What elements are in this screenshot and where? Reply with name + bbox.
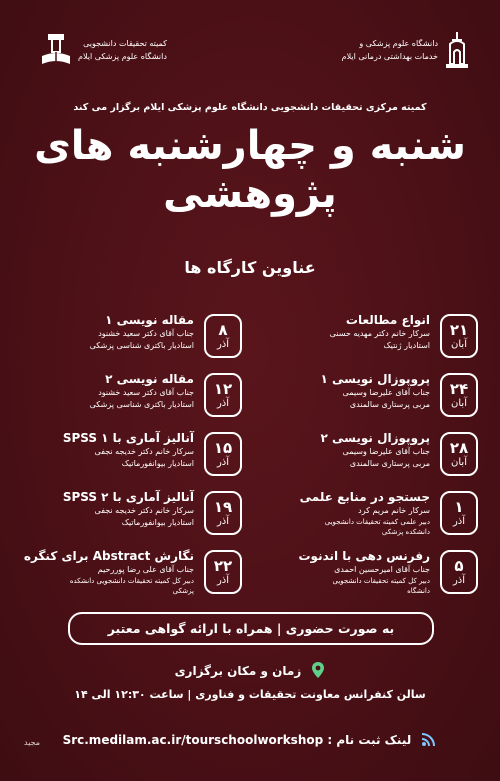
university-name-line2: خدمات بهداشتی درمانی ایلام — [341, 52, 438, 61]
committee-name-line2: دانشگاه علوم پزشکی ایلام — [78, 52, 167, 61]
date-badge — [440, 373, 478, 417]
workshop-title: مقاله نویسی ۲ — [105, 372, 194, 386]
instructor-affiliation: پزشکی — [172, 587, 194, 595]
workshop-item — [258, 548, 478, 607]
instructor-name: جناب آقای دکتر سعید خشنود — [98, 329, 194, 338]
instructor-role: استادیار باکتری شناسی پزشکی — [89, 341, 194, 350]
workshop-item — [22, 430, 242, 489]
date-month: آبان — [451, 397, 467, 409]
committee-logo — [40, 30, 167, 70]
workshop-title: پروپوزال نویسی ۱ — [320, 372, 430, 386]
workshop-item — [22, 371, 242, 430]
instructor-role: مربی پرستاری سالمندی — [349, 459, 430, 468]
workshop-title: نگارش Abstract برای کنگره — [23, 549, 194, 563]
workshop-item — [258, 312, 478, 371]
workshop-item — [258, 430, 478, 489]
university-logo — [342, 30, 470, 70]
workshop-item — [22, 548, 242, 607]
title-line-1: شنبه و چهارشنبه های — [34, 123, 466, 169]
university-emblem-icon — [444, 30, 470, 70]
date-badge — [204, 491, 242, 535]
date-day: ۵ — [454, 556, 464, 575]
university-name-line1: دانشگاه علوم پزشکی و — [359, 39, 438, 48]
date-month: آذر — [216, 338, 230, 350]
instructor-name: سرکار خانم دکتر خدیجه نجفی — [94, 506, 194, 515]
date-day: ۱۲ — [213, 379, 233, 398]
date-month: آذر — [452, 515, 466, 527]
date-month: آبان — [451, 338, 467, 350]
venue-details: سالن کنفرانس معاونت تحقیقات و فناوری | ساعت ۱۲:۳۰ الی ۱۴ — [74, 688, 426, 701]
date-day: ۲۲ — [213, 556, 233, 575]
workshop-title: پروپوزال نویسی ۲ — [320, 431, 430, 445]
date-badge — [440, 491, 478, 535]
date-day: ۲۱ — [449, 320, 469, 339]
workshops-heading: عناوین کارگاه ها — [184, 258, 316, 277]
date-month: آذر — [452, 574, 466, 586]
instructor-affiliation: دانشکده پزشکی — [381, 528, 430, 536]
registration-link[interactable]: Src.medilam.ac.ir/tourschoolworkshop — [62, 733, 324, 747]
date-month: آذر — [216, 515, 230, 527]
workshop-item — [258, 371, 478, 430]
instructor-name: جناب آقای علیرضا وسیمی — [342, 388, 430, 397]
instructor-role: دبیر علمی کمیته تحقیقات دانشجویی — [324, 518, 430, 526]
attendance-notice: به صورت حضوری | همراه با ارائه گواهی معتبر — [68, 612, 434, 645]
workshop-list-left — [22, 312, 242, 607]
instructor-role: دبیر کل کمیته تحقیقات دانشجویی دانشکده — [69, 577, 194, 585]
instructor-name: جناب آقای علی رضا پوررحیم — [97, 565, 194, 574]
date-month: آذر — [216, 574, 230, 586]
workshop-title: انواع مطالعات — [345, 313, 430, 327]
instructor-role: استادیار بیوانفورماتیک — [121, 518, 194, 527]
instructor-name: سرکار خانم دکتر مهدیه حسنی — [329, 329, 430, 338]
workshop-item — [22, 489, 242, 548]
workshop-list-right — [258, 312, 478, 607]
committee-emblem-icon — [40, 30, 72, 70]
workshop-item — [258, 489, 478, 548]
instructor-name: جناب آقای علیرضا وسیمی — [342, 447, 430, 456]
registration-label: لینک ثبت نام : — [327, 733, 412, 747]
instructor-name: جناب آقای دکتر سعید خشنود — [98, 388, 194, 397]
venue-heading-row — [0, 661, 500, 682]
wifi-icon — [421, 731, 437, 750]
date-day: ۱۵ — [213, 438, 233, 457]
instructor-name: جناب آقای امیرحسین احمدی — [334, 565, 430, 574]
workshop-title: رفرنس دهی با اندنوت — [298, 549, 430, 563]
instructor-role: استادیار باکتری شناسی پزشکی — [89, 400, 194, 409]
instructor-role: دبیر کل کمیته تحقیقات دانشجویی — [332, 577, 430, 585]
date-month: آبان — [451, 456, 467, 468]
date-badge — [440, 314, 478, 358]
date-badge — [440, 550, 478, 594]
instructor-name: سرکار خانم دکتر خدیجه نجفی — [94, 447, 194, 456]
instructor-role: استادیار بیوانفورماتیک — [121, 459, 194, 468]
date-badge — [204, 373, 242, 417]
workshop-title: آنالیز آماری با SPSS ۲ — [62, 490, 194, 504]
committee-name-line1: کمیته تحقیقات دانشجویی — [83, 39, 167, 48]
instructor-affiliation: دانشگاه — [407, 587, 430, 595]
instructor-role: مربی پرستاری سالمندی — [349, 400, 430, 409]
date-day: ۱۹ — [213, 497, 233, 516]
intro-text: کمیته مرکزی تحقیقات دانشجویی دانشگاه علوم پزشکی ایلام برگزار می کند — [73, 102, 427, 113]
date-badge — [204, 550, 242, 594]
date-badge — [440, 432, 478, 476]
date-day: ۱ — [454, 497, 464, 516]
date-badge — [204, 432, 242, 476]
workshop-item — [22, 312, 242, 371]
instructor-role: استادیار ژنتیک — [383, 341, 430, 350]
registration-row — [0, 731, 500, 750]
designer-signature: مجید — [24, 738, 41, 747]
date-month: آذر — [216, 397, 230, 409]
workshop-title: جستجو در منابع علمی — [299, 490, 430, 504]
venue-heading: زمان و مکان برگزاری — [174, 664, 302, 678]
date-badge — [204, 314, 242, 358]
workshop-title: مقاله نویسی ۱ — [105, 313, 194, 327]
instructor-name: سرکار خانم مریم کرد — [358, 506, 430, 515]
poster-title — [0, 122, 500, 218]
date-day: ۲۴ — [449, 379, 469, 398]
title-line-2: پژوهشی — [163, 171, 337, 217]
workshop-title: آنالیز آماری با SPSS ۱ — [62, 431, 194, 445]
date-day: ۲۸ — [449, 438, 469, 457]
location-pin-icon — [311, 661, 325, 682]
date-day: ۸ — [218, 320, 228, 339]
date-month: آذر — [216, 456, 230, 468]
